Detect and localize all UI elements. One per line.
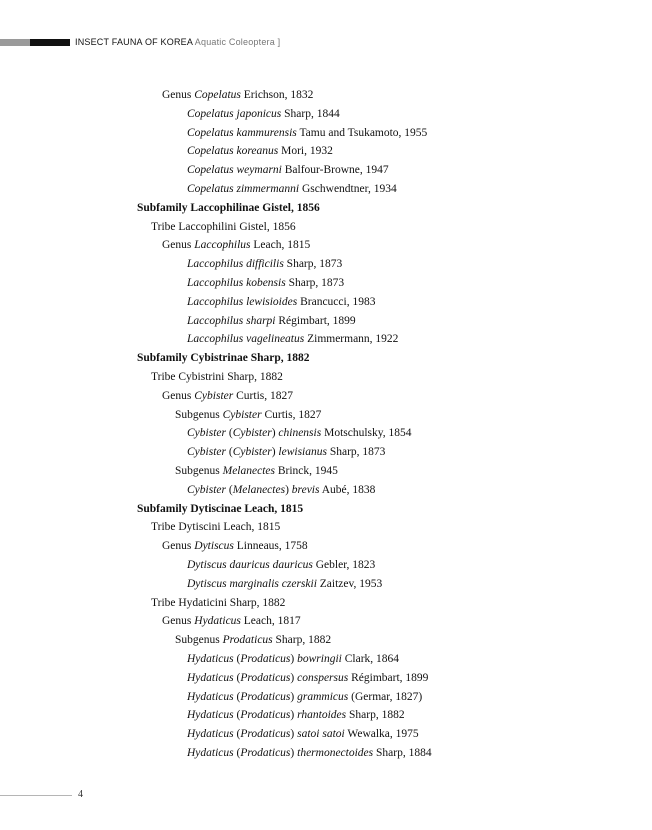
taxon-text: ( [233,746,241,759]
taxon-text: Tamu and Tsukamoto, 1955 [296,126,428,139]
taxon-text: Subfamily Laccophilinae Gistel, 1856 [137,201,320,214]
taxon-name-italic: Prodaticus [240,709,291,722]
species-entry [0,293,652,312]
taxon-name-italic: Cybister [187,483,226,496]
taxon-name-italic: satoi satoi [297,728,345,741]
taxon-text: ( [225,427,233,440]
taxon-text: Sharp, 1844 [281,107,340,120]
species-entry [0,443,652,462]
taxon-name-italic: Copelatus [194,89,241,101]
species-entry [0,556,652,575]
taxon-name-italic: Prodaticus [240,728,291,741]
taxon-text: Curtis, 1827 [261,408,322,421]
taxon-name-italic: bowringii [297,652,342,665]
taxon-text: Leach, 1815 [250,239,311,252]
taxon-name-italic: Hydaticus [194,615,241,628]
header-gray-bar [0,39,30,46]
taxon-name-italic: Laccophilus [194,239,251,252]
taxon-name-italic: Cybister [232,446,272,459]
taxon-text: ) [285,483,292,496]
running-header [0,37,652,49]
tribe-entry [0,218,652,237]
taxon-text: Clark, 1864 [341,652,400,665]
genus-entry [0,387,652,406]
taxon-name-italic: Cybister [187,427,226,440]
taxon-name-italic: Laccophilus lewisioides [187,295,298,308]
species-entry [0,424,652,443]
taxon-text: Curtis, 1827 [233,389,293,402]
taxon-name-italic: Copelatus weymarni [187,164,282,177]
subgenus-entry [0,462,652,481]
species-entry [0,274,652,293]
taxon-text: Sharp, 1882 [346,709,405,722]
taxon-name-italic: Hydaticus [187,746,234,759]
taxon-name-italic: Hydaticus [187,728,234,741]
taxon-text: Tribe Hydaticini Sharp, 1882 [151,596,286,609]
taxon-name-italic: Cybister [187,446,226,459]
taxon-text: Zimmermann, 1922 [304,333,399,346]
taxon-name-italic: Hydaticus [187,652,234,665]
taxon-name-italic: Cybister [232,427,272,440]
taxon-text: Aubé, 1838 [319,483,376,496]
taxon-text: Brinck, 1945 [274,464,338,477]
taxon-name-italic: Hydaticus [187,671,234,684]
species-entry [0,312,652,331]
header-title: INSECT FAUNA OF KOREA [75,37,193,47]
subgenus-entry [0,631,652,650]
genus-entry [0,86,652,105]
taxon-name-italic: Prodaticus [240,671,291,684]
genus-entry [0,537,652,556]
species-entry [0,124,652,143]
taxon-text: Genus [162,540,195,553]
taxon-text: ( [233,709,241,722]
species-entry [0,744,652,763]
taxon-text: Tribe Dytiscini Leach, 1815 [151,521,281,534]
taxon-name-italic: Laccophilus sharpi [187,314,276,327]
species-entry [0,161,652,180]
taxon-text: Subgenus [175,408,223,421]
taxon-name-italic: Prodaticus [240,690,291,703]
genus-entry [0,236,652,255]
subfamily-heading [0,500,652,519]
header-black-bar [30,39,70,46]
taxon-list [0,86,652,763]
taxon-text: ) [290,728,298,741]
taxon-name-italic: Copelatus koreanus [187,145,279,158]
taxon-text: ( [233,690,241,703]
species-entry [0,105,652,124]
taxon-name-italic: Cybister [222,408,262,421]
taxon-text: Régimbart, 1899 [275,314,356,327]
taxon-text: Tribe Cybistrini Sharp, 1882 [151,370,283,383]
taxon-name-italic: Copelatus kammurensis [187,126,297,139]
taxon-text: ) [290,709,298,722]
species-entry [0,688,652,707]
taxon-text: Subgenus [175,464,223,477]
taxon-name-italic: Laccophilus kobensis [187,276,286,289]
taxon-name-italic: Cybister [194,389,234,402]
subgenus-entry [0,406,652,425]
subfamily-heading [0,199,652,218]
taxon-text: Tribe Laccophilini Gistel, 1856 [151,220,296,233]
taxon-text: Brancucci, 1983 [297,295,376,308]
taxon-name-italic: Dytiscus dauricus dauricus [187,558,313,571]
taxon-name-italic: thermonectoides [297,746,374,759]
taxon-text: ( [225,483,233,496]
taxon-text: Subfamily Dytiscinae Leach, 1815 [137,502,304,515]
taxon-text: Gschwendtner, 1934 [299,182,397,195]
taxon-name-italic: Laccophilus difficilis [187,258,284,271]
taxon-text: ) [290,652,298,665]
taxon-text: ( [225,446,233,459]
species-entry [0,142,652,161]
taxon-text: Leach, 1817 [240,615,301,628]
species-entry [0,725,652,744]
taxon-name-italic: rhantoides [297,709,347,722]
species-entry [0,650,652,669]
taxon-text: Régimbart, 1899 [348,671,429,684]
taxon-text: Genus [162,89,195,101]
species-entry [0,255,652,274]
tribe-entry [0,594,652,613]
taxon-text: Mori, 1932 [278,145,333,158]
taxon-text: (Germar, 1827) [348,690,423,703]
taxon-text: Erichson, 1832 [240,89,314,101]
taxon-text: Balfour-Browne, 1947 [281,164,389,177]
species-entry [0,481,652,500]
taxon-text: Sharp, 1873 [283,258,343,271]
taxon-name-italic: Laccophilus vagelineatus [187,333,305,346]
footer-rule [0,795,72,796]
genus-entry [0,612,652,631]
taxon-text: ) [271,427,279,440]
taxon-name-italic: grammicus [297,690,349,703]
taxon-text: Subgenus [175,634,223,647]
taxon-name-italic: Prodaticus [222,634,273,647]
taxon-name-italic: Copelatus japonicus [187,107,282,120]
taxon-name-italic: Hydaticus [187,690,234,703]
taxon-name-italic: conspersus [297,671,349,684]
taxon-name-italic: lewisianus [278,446,327,459]
taxon-text: Gebler, 1823 [312,558,376,571]
species-entry [0,669,652,688]
tribe-entry [0,518,652,537]
taxon-text: ( [233,728,241,741]
header-subtitle: Aquatic Coleoptera [194,37,275,47]
taxon-text: Sharp, 1884 [373,746,432,759]
taxon-text: ( [233,652,241,665]
tribe-entry [0,368,652,387]
taxon-name-italic: Prodaticus [240,652,291,665]
taxon-name-italic: Prodaticus [240,746,291,759]
taxon-name-italic: Dytiscus [194,540,234,553]
subfamily-heading [0,349,652,368]
taxon-name-italic: chinensis [278,427,322,440]
header-text [75,37,280,48]
species-entry [0,575,652,594]
taxon-text: ( [233,671,241,684]
species-entry [0,180,652,199]
taxon-name-italic: Melanectes [222,464,275,477]
taxon-name-italic: Hydaticus [187,709,234,722]
header-bracket: ] [277,37,281,47]
page-number: 4 [78,789,83,800]
taxon-text: Sharp, 1873 [285,276,345,289]
taxon-text: Motschulsky, 1854 [321,427,412,440]
taxon-text: Linneaus, 1758 [233,540,308,553]
species-entry [0,706,652,725]
taxon-text: Genus [162,389,195,402]
taxon-text: Genus [162,615,195,628]
species-entry [0,330,652,349]
taxon-text: ) [290,671,298,684]
taxon-text: Wewalka, 1975 [344,728,419,741]
taxon-text: ) [271,446,279,459]
taxon-text: Zaitzev, 1953 [316,577,383,590]
taxon-text: Sharp, 1873 [326,446,386,459]
taxon-text: Subfamily Cybistrinae Sharp, 1882 [137,352,310,365]
taxon-text: Genus [162,239,195,252]
taxon-name-italic: Copelatus zimmermanni [187,182,300,195]
taxon-text: Sharp, 1882 [272,634,332,647]
taxon-name-italic: brevis [291,483,320,496]
taxon-name-italic: Melanectes [232,483,286,496]
taxon-text: ) [290,746,298,759]
taxon-text: ) [290,690,298,703]
taxon-name-italic: Dytiscus marginalis czerskii [187,577,317,590]
